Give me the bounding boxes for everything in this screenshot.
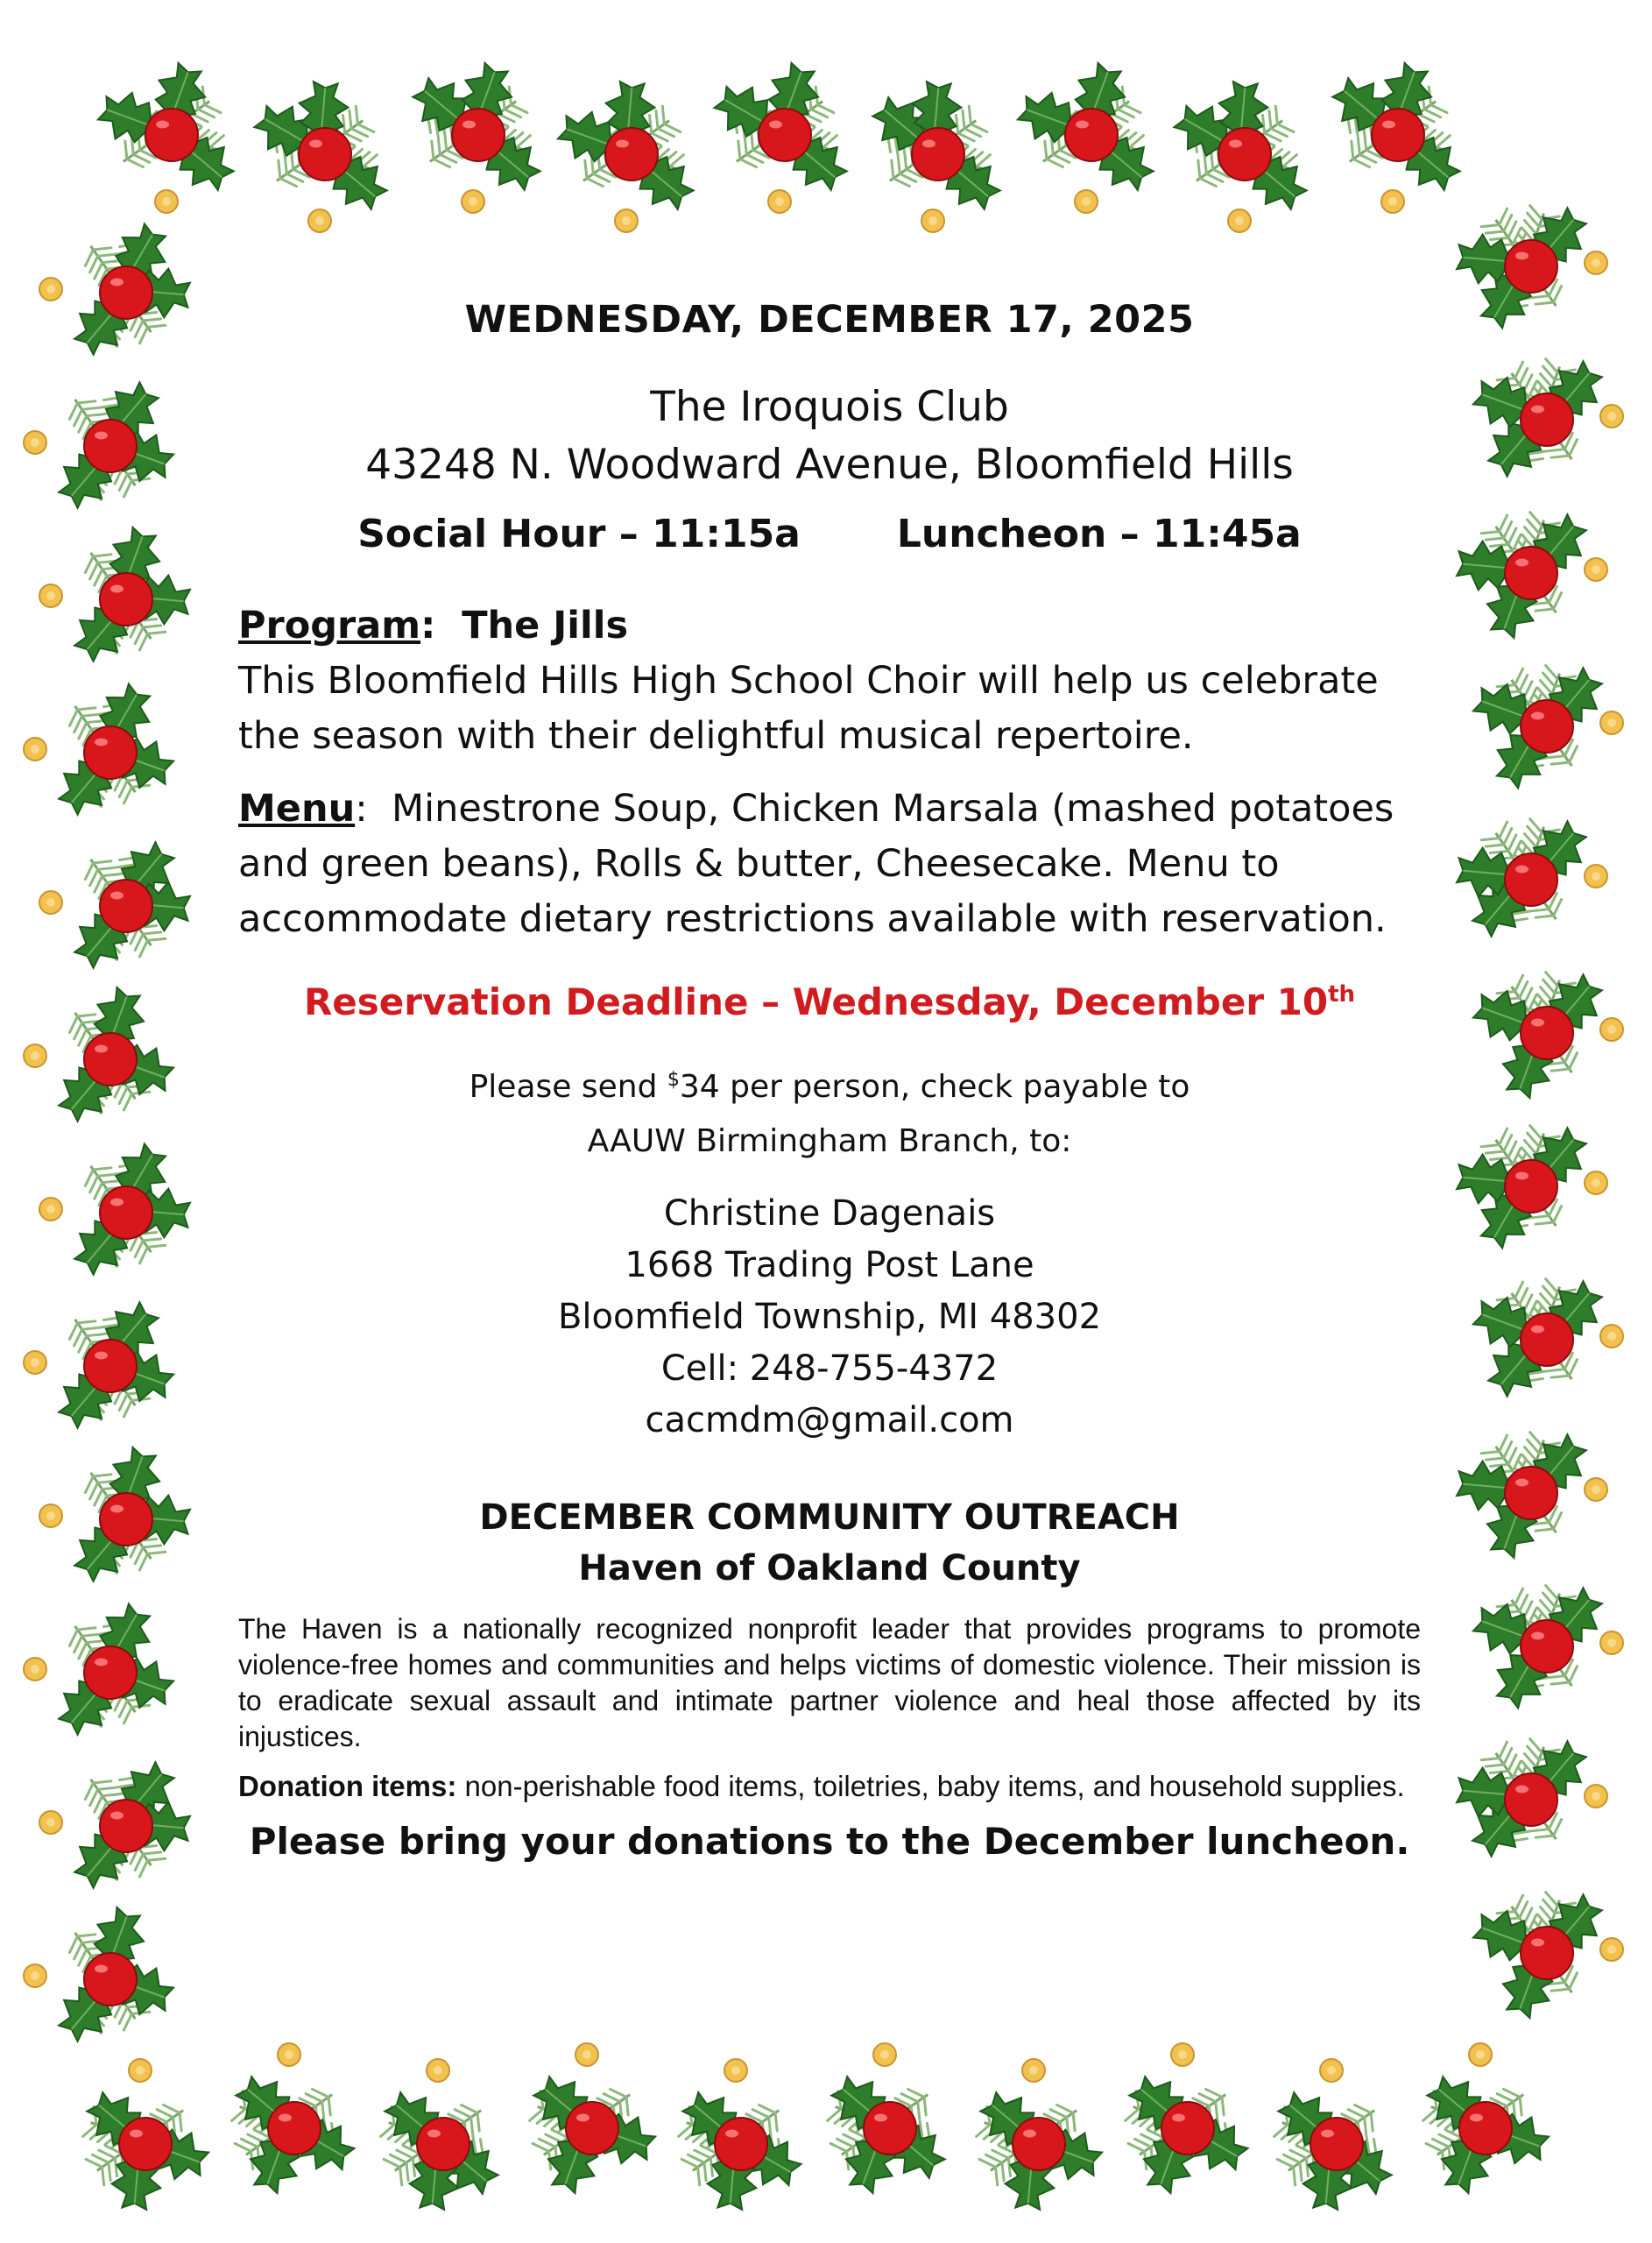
schedule-times bbox=[238, 512, 1421, 556]
luncheon-time: Luncheon – 11:45a bbox=[896, 512, 1302, 556]
donation-items bbox=[238, 1764, 1421, 1809]
holly-cluster-icon bbox=[39, 217, 191, 362]
holly-cluster-icon bbox=[554, 81, 702, 232]
holly-cluster-icon bbox=[1469, 966, 1623, 1102]
program-title: The Jills bbox=[462, 604, 629, 647]
donation-list: non-perishable food items, toiletries, baby items, and household supplies. bbox=[464, 1770, 1405, 1802]
venue-address: 43248 N. Woodward Avenue, Bloomfield Hills bbox=[365, 441, 1294, 489]
program-section: Program: The Jills This Bloomfield Hills High School Choir will help us celebrate the season with their delightful musical repertoire. bbox=[238, 604, 1379, 758]
holly-cluster-icon bbox=[823, 2043, 952, 2197]
holly-cluster-icon bbox=[39, 1443, 191, 1589]
holly-cluster-icon bbox=[1469, 353, 1623, 484]
menu-section: Menu: Minestrone Soup, Chicken Marsala (mashed potatoes and green beans), Rolls & butter, Cheesecake. Menu to accommodate dietary restrictions available with reservation. bbox=[238, 787, 1394, 941]
closing-note: Please bring your donations to the December luncheon. bbox=[249, 1820, 1410, 1863]
holly-cluster-icon bbox=[865, 81, 1007, 232]
holly-cluster-icon bbox=[526, 2043, 660, 2197]
holly-cluster-icon bbox=[1469, 1886, 1623, 2022]
currency-symbol: $ bbox=[667, 1069, 680, 1091]
outreach-description: The Haven is a nationally recognized nonprofit leader that provides programs to promote violence-free homes and communities and helps victims of domestic violence. Their mission is to eradicate sexual assault and intimate partner violence and heal those affected by its injustices. bbox=[238, 1613, 1421, 1752]
holly-cluster-icon bbox=[1121, 2043, 1253, 2197]
menu-label: Menu bbox=[238, 787, 356, 831]
holly-cluster-icon bbox=[79, 2059, 213, 2211]
holly-cluster-icon bbox=[1456, 1120, 1607, 1254]
holly-cluster-icon bbox=[94, 59, 242, 213]
holly-cluster-icon bbox=[39, 834, 191, 975]
holly-cluster-icon bbox=[708, 59, 854, 213]
holly-cluster-icon bbox=[24, 677, 178, 822]
outreach-organization: Haven of Oakland County bbox=[578, 1548, 1081, 1588]
program-description: This Bloomfield Hills High School Choir will help us celebrate the season with their delightful musical repertoire. bbox=[238, 659, 1379, 758]
flyer-content bbox=[238, 298, 1421, 1863]
holly-cluster-icon bbox=[1013, 59, 1161, 213]
payee: AAUW Birmingham Branch, to: bbox=[587, 1123, 1072, 1159]
holly-cluster-icon bbox=[24, 1294, 178, 1435]
menu-text: Minestrone Soup, Chicken Marsala (mashed potatoes and green beans), Rolls & butter, Cheesecake. Menu to accommodate dietary restrictions available with reservation. bbox=[238, 787, 1394, 941]
holly-cluster-icon bbox=[1168, 81, 1314, 232]
social-hour: Social Hour – 11:15a bbox=[357, 512, 801, 556]
payment-instructions: Please send $34 per person, check payable to AAUW Birmingham Branch, to: bbox=[238, 1053, 1421, 1169]
holly-cluster-icon bbox=[228, 2043, 360, 2197]
contact-cell: Cell: 248-755-4372 bbox=[660, 1348, 999, 1389]
holly-cluster-icon bbox=[24, 1903, 178, 2049]
holly-cluster-icon bbox=[24, 1597, 178, 1742]
holly-cluster-icon bbox=[248, 81, 394, 232]
holly-cluster-icon bbox=[24, 374, 178, 515]
holly-cluster-icon bbox=[24, 983, 178, 1129]
holly-cluster-icon bbox=[1456, 1426, 1607, 1562]
venue-block bbox=[238, 379, 1421, 494]
holly-cluster-icon bbox=[1456, 200, 1607, 334]
contact-name: Christine Dagenais bbox=[663, 1193, 996, 1234]
contact-email: cacmdm@gmail.com bbox=[645, 1400, 1014, 1440]
holly-cluster-icon bbox=[1456, 1733, 1607, 1864]
holly-cluster-icon bbox=[39, 523, 191, 669]
event-date: WEDNESDAY, DECEMBER 17, 2025 bbox=[464, 298, 1195, 342]
holly-cluster-icon bbox=[1324, 59, 1467, 213]
holly-cluster-icon bbox=[1469, 660, 1623, 794]
venue-name: The Iroquois Club bbox=[650, 383, 1009, 431]
program-label: Program bbox=[238, 604, 421, 647]
holly-cluster-icon bbox=[377, 2059, 505, 2211]
holly-cluster-icon bbox=[1419, 2043, 1553, 2197]
outreach-heading-block bbox=[238, 1492, 1421, 1594]
contact-city: Bloomfield Township, MI 48302 bbox=[557, 1297, 1102, 1337]
holly-cluster-icon bbox=[39, 1754, 191, 1895]
holly-cluster-icon bbox=[1456, 813, 1607, 944]
contact-address bbox=[238, 1188, 1421, 1447]
reservation-deadline: Reservation Deadline – Wednesday, December 10th bbox=[303, 980, 1356, 1023]
holly-cluster-icon bbox=[39, 1137, 191, 1282]
contact-street: 1668 Trading Post Lane bbox=[625, 1245, 1034, 1285]
holly-cluster-icon bbox=[972, 2059, 1106, 2211]
holly-cluster-icon bbox=[1270, 2059, 1399, 2211]
outreach-heading: DECEMBER COMMUNITY OUTREACH bbox=[479, 1497, 1180, 1538]
holly-cluster-icon bbox=[1469, 1273, 1623, 1404]
holly-cluster-icon bbox=[1469, 1580, 1623, 1714]
donation-label: Donation items: bbox=[238, 1770, 457, 1802]
holly-cluster-icon bbox=[1456, 506, 1607, 642]
holly-cluster-icon bbox=[405, 59, 547, 213]
holly-cluster-icon bbox=[674, 2059, 807, 2211]
